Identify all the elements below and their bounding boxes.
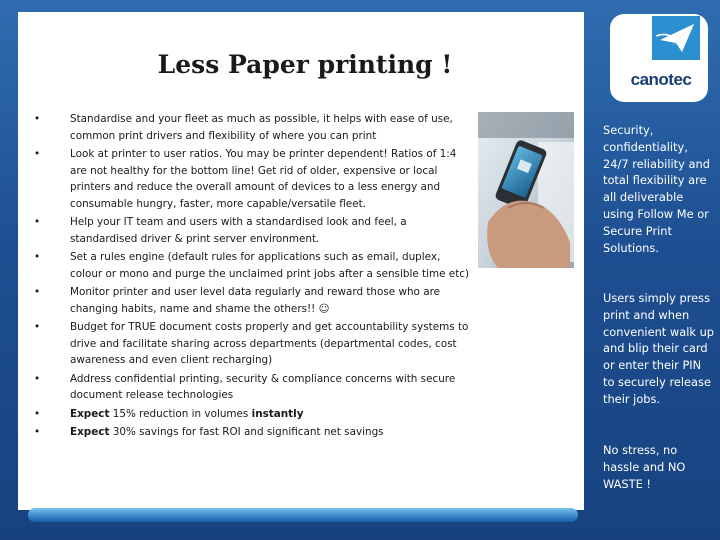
list-item: [34, 319, 470, 369]
logo-square: [652, 16, 700, 60]
bullet-text: Budget for TRUE document costs properly and get accountability systems to drive and facilitate sharing across departments (departmental codes, cost awareness and even client recharging): [70, 321, 469, 366]
list-item: [34, 284, 470, 317]
bullet-bold: Expect: [70, 426, 110, 438]
list-item: [34, 146, 470, 212]
bullet-marker: •: [34, 407, 41, 420]
bullet-text: Look at printer to user ratios. You may be printer dependent! Ratios of 1:4 are not healthy for the bottom line! Get rid of older, expensive or local printers and reduce the overall amount of devices to a less energy and consumable hungry, faster, more capable/versatile fleet.: [70, 148, 457, 210]
canotec-logo: [610, 14, 708, 102]
bullet-text: 15% reduction in volumes: [109, 407, 252, 420]
phone-in-hand-image: [478, 112, 574, 268]
logo-text: canotec: [630, 70, 692, 89]
bullet-text: Standardise and your fleet as much as possible, it helps with ease of use, common print drivers and flexibility of where you can print: [70, 113, 453, 142]
list-item: [34, 371, 470, 404]
paper-plane-icon: [652, 16, 700, 60]
page-title: Less Paper printing !: [157, 50, 453, 79]
bullet-marker: •: [34, 286, 41, 298]
bullet-list: [34, 111, 470, 443]
bullet-marker: •: [34, 426, 41, 438]
bullet-text: Address confidential printing, security & compliance concerns with secure document release technologies: [70, 372, 456, 401]
bullet-bold-emphasis: instantly: [251, 407, 304, 420]
bullet-text: 30% savings for fast ROI and significant net savings: [109, 426, 384, 438]
side-paragraph-users: Users simply press print and when convenient walk up and blip their card or enter their PIN to securely release their jobs.: [603, 291, 715, 406]
bullet-marker: •: [34, 372, 41, 385]
list-item: [34, 249, 470, 282]
list-item: [34, 424, 470, 441]
phone-photo: [478, 112, 574, 268]
bullet-bold: Expect: [70, 407, 110, 420]
bullet-marker: •: [34, 321, 41, 333]
bullet-text: Monitor printer and user level data regularly and reward those who are changing habits, name and shame the others!! ☺: [70, 286, 441, 315]
side-paragraph-security: Security, confidentiality, 24/7 reliability and total flexibility are all deliverable using Follow Me or Secure Print Solutions.: [603, 123, 710, 255]
bullet-marker: •: [34, 113, 41, 125]
list-item: [34, 406, 470, 423]
bullet-text: Set a rules engine (default rules for applications such as email, duplex, colour or mono and purge the unclaimed print jobs after a sensible time etc): [70, 251, 470, 280]
bullet-text: Help your IT team and users with a standardised look and feel, a standardised driver & print server environment.: [70, 216, 407, 245]
bullet-marker: •: [34, 251, 41, 263]
bullet-marker: •: [34, 148, 41, 160]
side-paragraph-no-waste: No stress, no hassle and NO WASTE !: [603, 443, 686, 491]
list-item: [34, 111, 470, 144]
list-item: [34, 214, 470, 247]
bullet-marker: •: [34, 216, 41, 228]
footer-bar: [28, 508, 578, 522]
